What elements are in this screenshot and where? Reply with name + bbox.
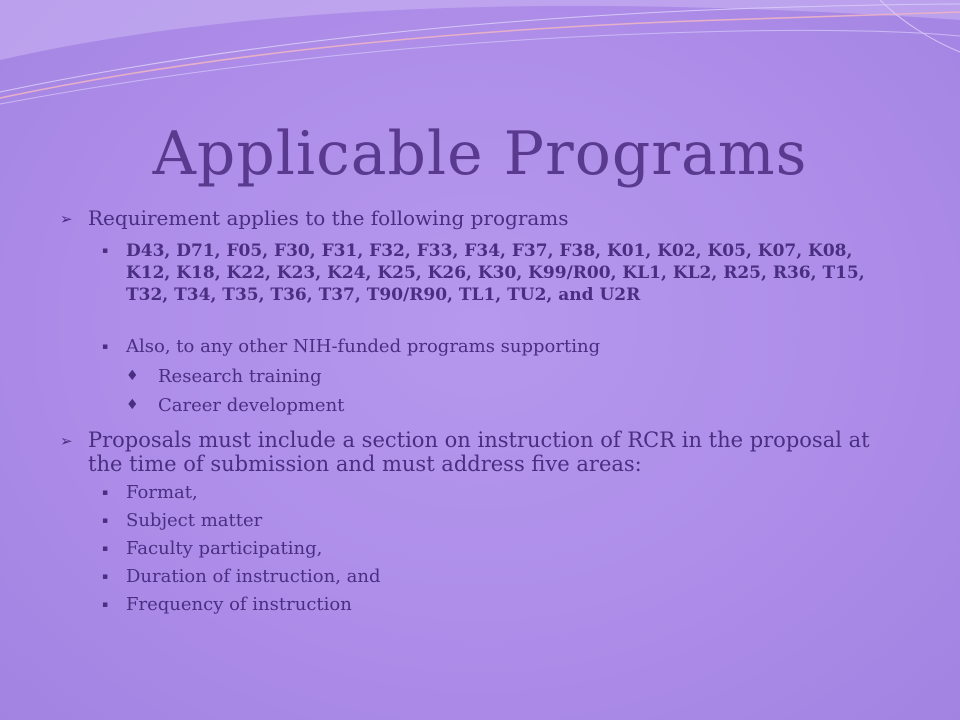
- bullet-item: [60, 206, 910, 230]
- slide-title: Applicable Programs: [152, 119, 808, 189]
- program-codes-text: D43, D71, F05, F30, F31, F32, F33, F34, F37, F38, K01, K02, K05, K07, K08, K12, K18, K22, K23, K24, K25, K26, K30, K99/R00, KL1, KL2, R25, R36, T15, T32, T34, T35, T36, T37, T90/R90, TL1, TU2, and U2R: [126, 241, 865, 305]
- sub-sub-bullet-item: [126, 395, 826, 417]
- bullet-text: Format,: [126, 482, 198, 503]
- bullet-text: Subject matter: [126, 510, 263, 531]
- wave-line-3: [0, 30, 960, 104]
- square-bullet-icon: ▪: [102, 488, 109, 498]
- diamond-bullet-icon: ♦: [126, 397, 139, 413]
- sub-bullet-item: [102, 566, 902, 588]
- square-bullet-icon: ▪: [102, 572, 109, 582]
- square-bullet-icon: ▪: [102, 544, 109, 554]
- bullet-text: Faculty participating,: [126, 538, 323, 559]
- diamond-bullet-icon: ♦: [126, 368, 139, 384]
- bullet-text: Career development: [158, 395, 345, 416]
- sub-bullet-item: [102, 482, 902, 504]
- sub-sub-bullet-item: [126, 366, 826, 388]
- sub-bullet-item: [102, 594, 902, 616]
- sub-bullet-item: [102, 240, 902, 306]
- square-bullet-icon: ▪: [102, 246, 109, 256]
- sub-bullet-item: [102, 538, 902, 560]
- square-bullet-icon: ▪: [102, 516, 109, 526]
- bullet-text: Research training: [158, 366, 322, 387]
- square-bullet-icon: ▪: [102, 600, 109, 610]
- bullet-text: Requirement applies to the following programs: [88, 206, 569, 230]
- sub-bullet-item: [102, 336, 902, 358]
- square-bullet-icon: ▪: [102, 342, 109, 352]
- bullet-text: Also, to any other NIH-funded programs supporting: [126, 336, 601, 357]
- bullet-item: [60, 428, 910, 476]
- bullet-text: Proposals must include a section on instruction of RCR in the proposal at the time of submission and must address five areas:: [88, 428, 870, 476]
- arrow-bullet-icon: ➢: [60, 210, 73, 228]
- sub-bullet-item: [102, 510, 902, 532]
- arrow-bullet-icon: ➢: [60, 432, 73, 450]
- bullet-text: Frequency of instruction: [126, 594, 352, 615]
- bullet-text: Duration of instruction, and: [126, 566, 381, 587]
